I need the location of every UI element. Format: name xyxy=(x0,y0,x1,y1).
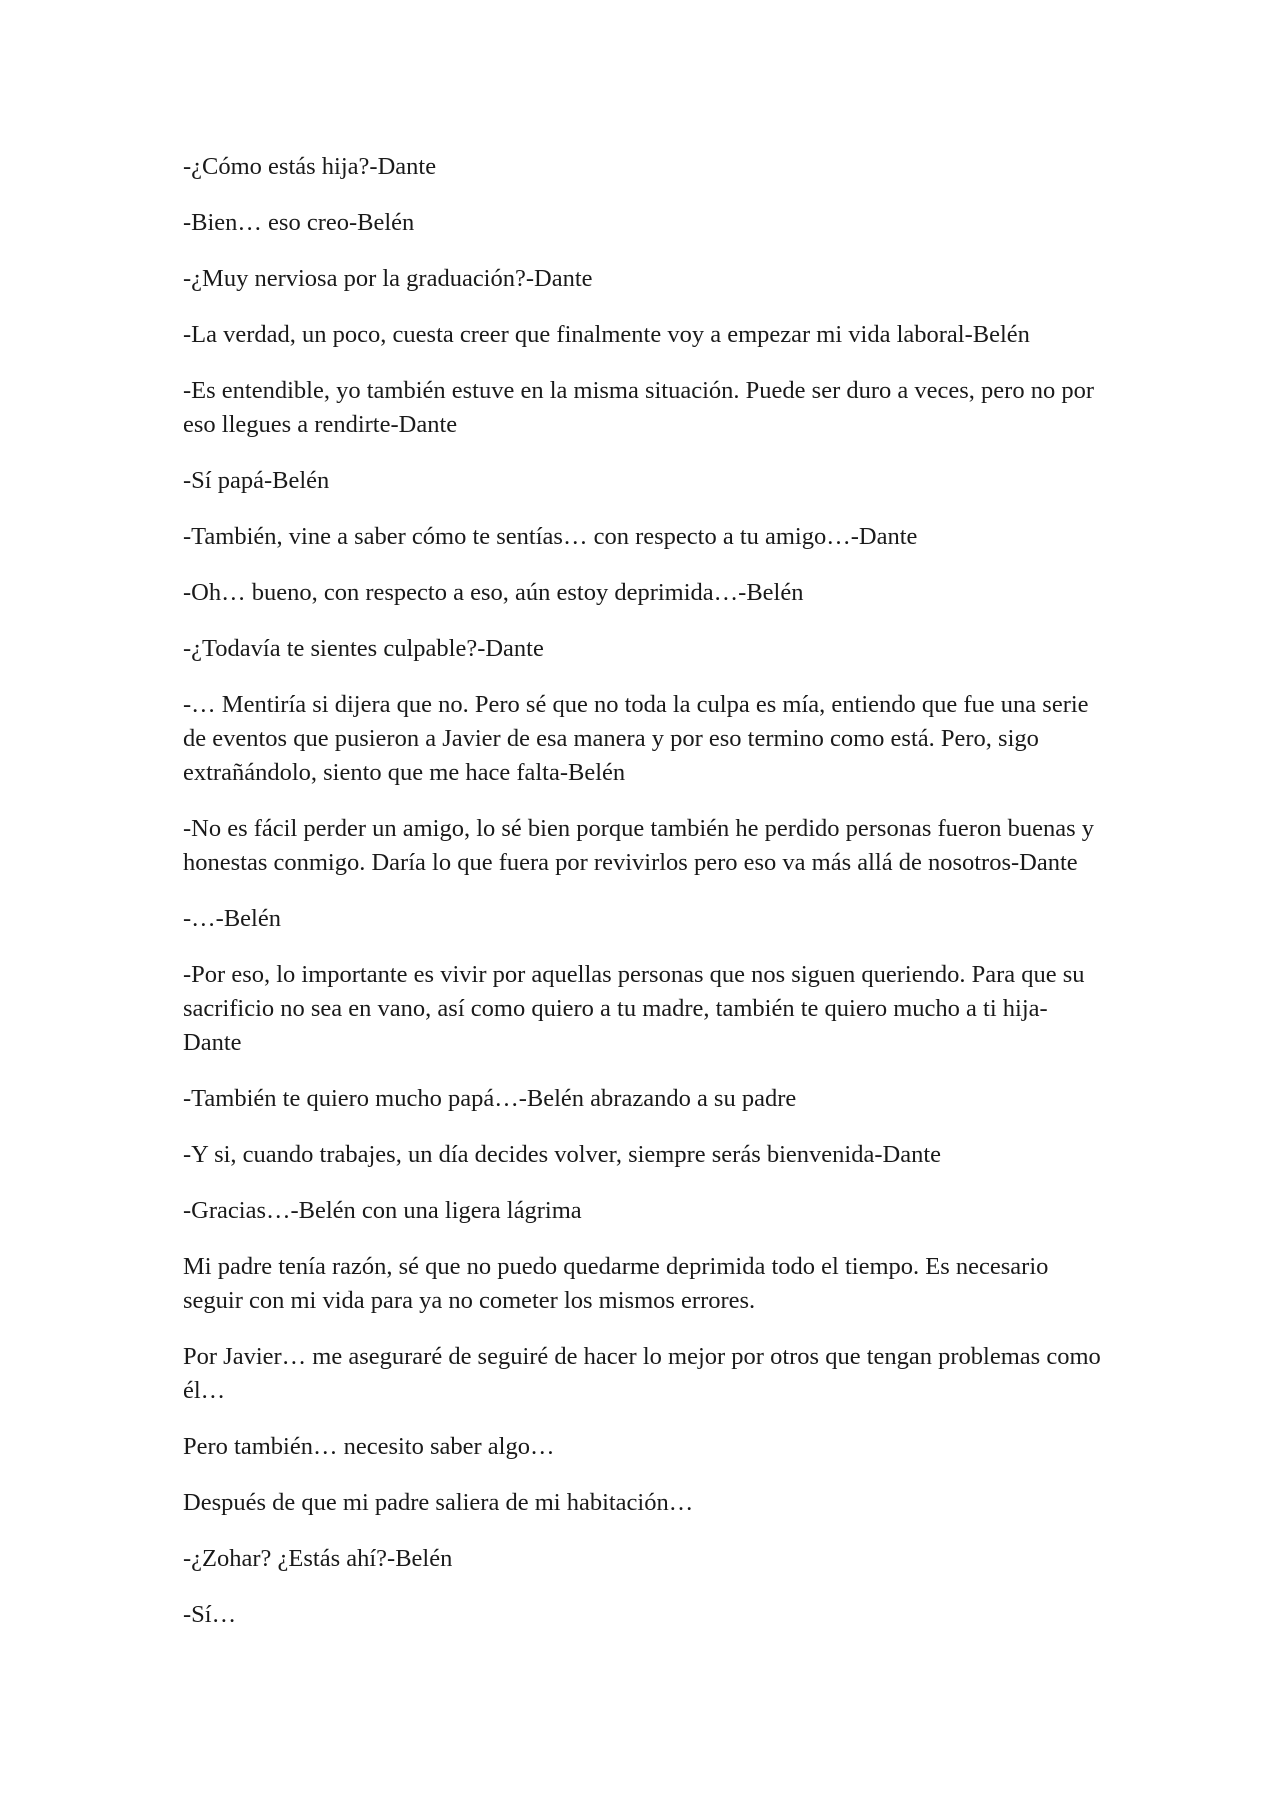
paragraph-11: -No es fácil perder un amigo, lo sé bien porque también he perdido personas fueron buenas y honestas conmigo. Daría lo que fuera por revivirlos pero eso va más allá de nosotros-Dante xyxy=(183,815,1094,876)
paragraph-1: -¿Cómo estás hija?-Dante xyxy=(183,153,437,180)
paragraph-22: -Sí… xyxy=(183,1601,237,1628)
paragraph-17: Mi padre tenía razón, sé que no puedo quedarme deprimida todo el tiempo. Es necesario seguir con mi vida para ya no cometer los mismos errores. xyxy=(183,1253,1049,1314)
paragraph-12: -…-Belén xyxy=(183,905,281,932)
paragraph-10: -… Mentiría si dijera que no. Pero sé que no toda la culpa es mía, entiendo que fue una serie de eventos que pusieron a Javier de esa manera y por eso termino como está. Pero, sigo extrañándolo, siento que me hace falta-Belén xyxy=(183,691,1089,786)
paragraph-4: -La verdad, un poco, cuesta creer que finalmente voy a empezar mi vida laboral-Belén xyxy=(183,321,1030,348)
paragraph-13: -Por eso, lo importante es vivir por aquellas personas que nos siguen queriendo. Para que su sacrificio no sea en vano, así como quiero a tu madre, también te quiero mucho a ti hija-Dante xyxy=(183,961,1085,1056)
paragraph-2: -Bien… eso creo-Belén xyxy=(183,209,415,236)
paragraph-7: -También, vine a saber cómo te sentías… con respecto a tu amigo…-Dante xyxy=(183,523,918,550)
paragraph-3: -¿Muy nerviosa por la graduación?-Dante xyxy=(183,265,593,292)
paragraph-19: Pero también… necesito saber algo… xyxy=(183,1433,555,1460)
paragraph-9: -¿Todavía te sientes culpable?-Dante xyxy=(183,635,544,662)
document-body xyxy=(183,150,1103,1654)
paragraph-18: Por Javier… me aseguraré de seguiré de hacer lo mejor por otros que tengan problemas como él… xyxy=(183,1343,1101,1404)
paragraph-14: -También te quiero mucho papá…-Belén abrazando a su padre xyxy=(183,1085,797,1112)
paragraph-20: Después de que mi padre saliera de mi habitación… xyxy=(183,1489,694,1516)
paragraph-16: -Gracias…-Belén con una ligera lágrima xyxy=(183,1197,582,1224)
paragraph-5: -Es entendible, yo también estuve en la misma situación. Puede ser duro a veces, pero no por eso llegues a rendirte-Dante xyxy=(183,377,1094,438)
paragraph-21: -¿Zohar? ¿Estás ahí?-Belén xyxy=(183,1545,453,1572)
paragraph-15: -Y si, cuando trabajes, un día decides volver, siempre serás bienvenida-Dante xyxy=(183,1141,942,1168)
paragraph-8: -Oh… bueno, con respecto a eso, aún estoy deprimida…-Belén xyxy=(183,579,804,606)
paragraph-6: -Sí papá-Belén xyxy=(183,467,330,494)
